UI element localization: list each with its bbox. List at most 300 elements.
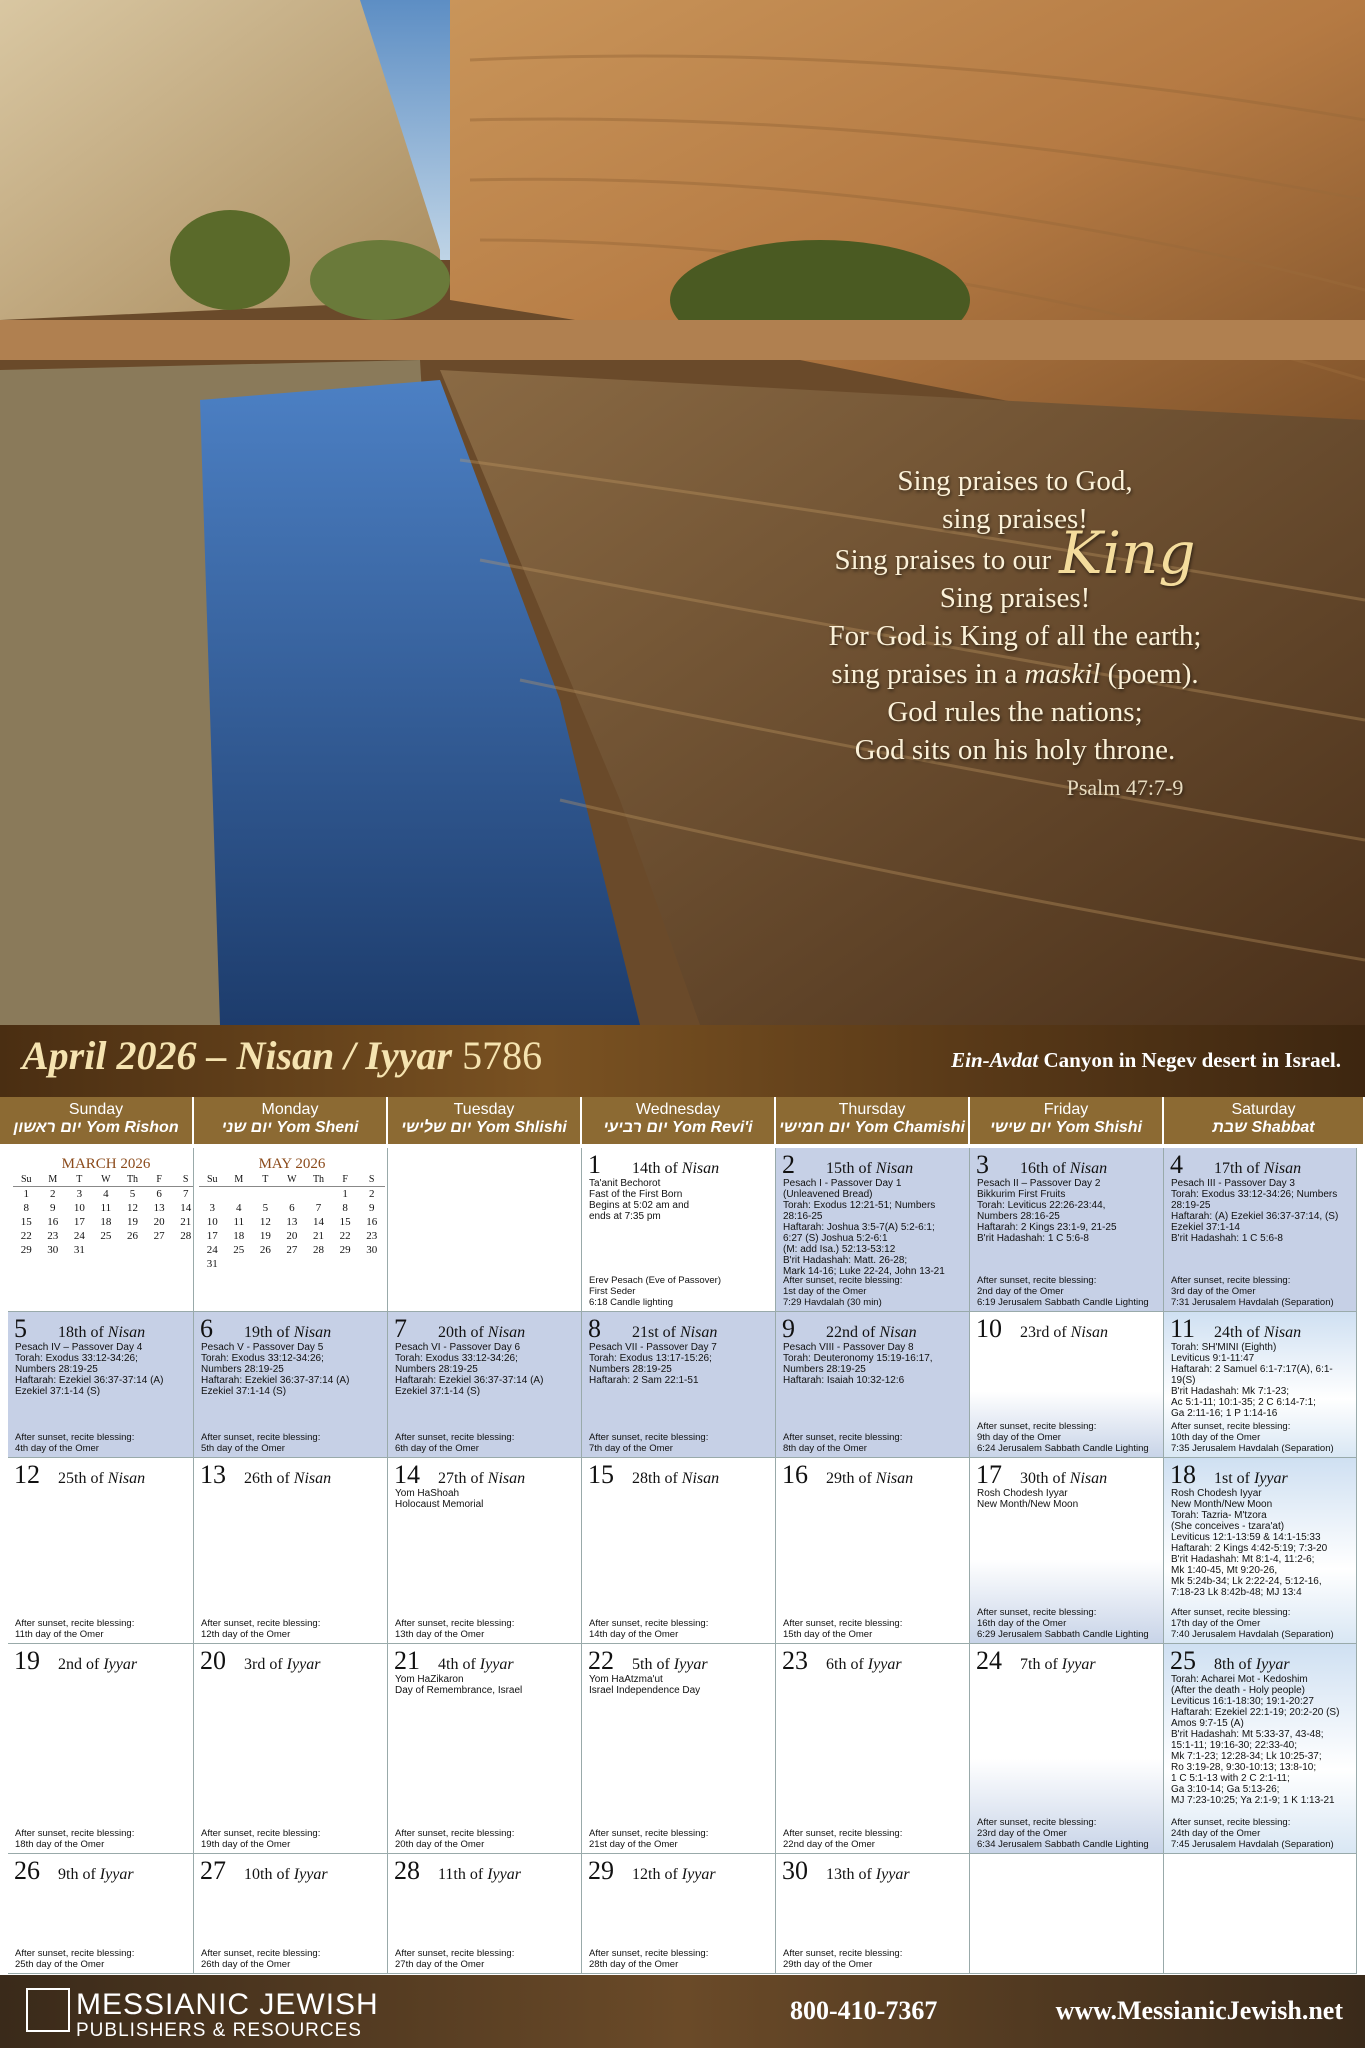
day-details [589, 1178, 771, 1222]
mini-day: 22 [20, 1230, 32, 1242]
omer-line: 16th day of the Omer [977, 1618, 1067, 1629]
mini-day: 17 [206, 1230, 218, 1242]
psalm-verse [705, 462, 1325, 807]
detail-line: Yom HaShoah [395, 1488, 460, 1499]
weekday-sunday [0, 1097, 192, 1144]
mini-day: 16 [366, 1216, 378, 1228]
day-number: 20 [200, 1646, 226, 1675]
detail-line: Numbers 28:19-25 [15, 1364, 98, 1375]
omer-line: After sunset, recite blessing: [977, 1607, 1097, 1618]
mini-day [172, 1243, 194, 1257]
detail-line: Mk 7:1-23; 12:28-34; Lk 10:25-37; [1171, 1751, 1322, 1762]
omer-line: After sunset, recite blessing: [783, 1275, 903, 1286]
detail-line: Torah: Deuteronomy 15:19-16:17, [783, 1353, 933, 1364]
detail-line: Holocaust Memorial [395, 1499, 484, 1510]
king-word: King [1059, 519, 1196, 587]
mini-day: 15 [339, 1216, 351, 1228]
day-cell-28[interactable] [388, 1854, 582, 1974]
omer-line: 24th day of the Omer [1171, 1828, 1261, 1839]
verse-line: Sing praises to God, [897, 465, 1133, 497]
detail-line: ends at 7:35 pm [589, 1211, 661, 1222]
detail-line: B'rit Hadashah: Mt 5:33-37, 43-48; [1171, 1729, 1324, 1740]
detail-line: New Month/New Moon [1171, 1499, 1273, 1510]
day-number: 8 [588, 1314, 601, 1343]
omer-line: 6:29 Jerusalem Sabbath Candle Lighting [977, 1629, 1149, 1640]
day-cell-29[interactable] [582, 1854, 776, 1974]
day-cell-5[interactable] [8, 1312, 194, 1458]
day-cell-18[interactable] [1164, 1458, 1357, 1644]
mini-day [252, 1187, 279, 1202]
omer-line: 26th day of the Omer [201, 1959, 291, 1970]
omer-line: 3rd day of the Omer [1171, 1286, 1256, 1297]
omer-line: 6th day of the Omer [395, 1443, 479, 1454]
detail-line: Fast of the First Born [589, 1189, 683, 1200]
day-cell-13[interactable] [194, 1458, 388, 1644]
omer-line: 21st day of the Omer [589, 1839, 678, 1850]
hebrew-date: 25th of Nisan [58, 1470, 146, 1487]
mini-day: 10 [206, 1216, 218, 1228]
detail-line: B'rit Hadashah: Mt 8:1-4, 11:2-6; [1171, 1554, 1315, 1565]
detail-line: Haftarah: (A) Ezekiel 36:37-37:14, (S) [1171, 1211, 1339, 1222]
mini-day: 26 [259, 1244, 271, 1256]
omer-line: After sunset, recite blessing: [589, 1432, 709, 1443]
day-number: 9 [782, 1314, 795, 1343]
mini-day: 21 [180, 1216, 192, 1228]
omer-line: After sunset, recite blessing: [201, 1618, 321, 1629]
detail-line: Rosh Chodesh Iyyar [1171, 1488, 1262, 1499]
detail-line: Ga 3:10-14; Ga 5:13-26; [1171, 1784, 1280, 1795]
day-number: 13 [200, 1460, 226, 1489]
mini-day: 13 [153, 1202, 165, 1214]
detail-line: Amos 9:7-15 (A) [1171, 1718, 1244, 1729]
day-details [783, 1178, 965, 1277]
detail-line: Pesach II – Passover Day 2 [977, 1178, 1101, 1189]
mini-calendar [199, 1156, 385, 1271]
hebrew-date: 18th of Nisan [58, 1324, 146, 1341]
detail-line: Haftarah: Isaiah 10:32-12:6 [783, 1375, 905, 1386]
day-cell-21[interactable] [388, 1644, 582, 1854]
empty-cell [1164, 1854, 1357, 1974]
mini-day: 31 [206, 1258, 218, 1270]
detail-line: MJ 7:23-10:25; Ya 2:1-9; 1 K 1:13-21 [1171, 1795, 1335, 1806]
detail-line: Numbers 28:16-25 [977, 1211, 1060, 1222]
mini-day: 10 [73, 1202, 85, 1214]
mini-weekday: W [93, 1173, 120, 1187]
detail-line: Haftarah: 2 Sam 22:1-51 [589, 1375, 699, 1386]
day-cell-1[interactable] [582, 1148, 776, 1312]
mini-day: 21 [313, 1230, 324, 1242]
mini-day: 24 [206, 1244, 218, 1256]
mini-day [226, 1257, 253, 1271]
omer-line: After sunset, recite blessing: [15, 1828, 135, 1839]
mini-day [358, 1257, 385, 1271]
hebrew-date: 9th of Iyyar [58, 1866, 134, 1883]
omer-line: 6:34 Jerusalem Sabbath Candle Lighting [977, 1839, 1149, 1850]
omer-line: 22nd day of the Omer [783, 1839, 875, 1850]
verse-line: For God is King of all the earth; [828, 620, 1202, 652]
detail-line: Bikkurim First Fruits [977, 1189, 1066, 1200]
detail-line: Torah: SH'MINI (Eighth) [1171, 1342, 1277, 1353]
day-number: 17 [976, 1460, 1002, 1489]
detail-line: Numbers 28:19-25 [783, 1364, 866, 1375]
mini-weekday: Th [305, 1173, 332, 1187]
omer-note [1171, 1817, 1352, 1850]
mini-day: 16 [47, 1216, 59, 1228]
detail-line: Torah: Tazria- M'tzora [1171, 1510, 1267, 1521]
mini-day: 20 [153, 1216, 165, 1228]
detail-line: Haftarah: Joshua 3:5-7(A) 5:2-6:1; [783, 1222, 935, 1233]
omer-note [1171, 1607, 1352, 1640]
mini-day: 31 [73, 1244, 85, 1256]
day-cell-9[interactable] [776, 1312, 970, 1458]
mini-day: 7 [182, 1188, 189, 1200]
detail-line: B'rit Hadashah: 1 C 5:6-8 [977, 1233, 1089, 1244]
mini-day: 27 [286, 1244, 298, 1256]
caption-place: Ein-Avdat [951, 1048, 1039, 1072]
day-cell-12[interactable] [8, 1458, 194, 1644]
omer-note [201, 1828, 383, 1850]
mini-day: 3 [76, 1188, 83, 1200]
detail-line: (M: add Isa.) 52:13-53:12 [783, 1244, 896, 1255]
mini-day: 23 [366, 1230, 378, 1242]
day-cell-17[interactable] [970, 1458, 1164, 1644]
mini-day [226, 1187, 253, 1202]
detail-line: (After the death - Holy people) [1171, 1685, 1305, 1696]
hebrew-date: 23rd of Nisan [1020, 1324, 1108, 1341]
day-number: 27 [200, 1856, 226, 1885]
omer-line: 7:40 Jerusalem Havdalah (Separation) [1171, 1629, 1334, 1640]
mini-day: 28 [313, 1244, 324, 1256]
weekday-name: Thursday [838, 1101, 906, 1118]
omer-line: First Seder [589, 1286, 636, 1297]
omer-line: 9th day of the Omer [977, 1432, 1061, 1443]
omer-line: After sunset, recite blessing: [395, 1948, 515, 1959]
weekday-hebrew: יום שני Yom Sheni [221, 1119, 359, 1136]
day-number: 2 [782, 1150, 795, 1179]
mini-day: 24 [73, 1230, 85, 1242]
day-details [1171, 1674, 1352, 1806]
hebrew-date: 21st of Nisan [632, 1324, 718, 1341]
omer-note [395, 1948, 577, 1970]
day-details [783, 1342, 965, 1386]
day-cell-26[interactable] [8, 1854, 194, 1974]
mini-day: 4 [236, 1202, 242, 1214]
day-number: 29 [588, 1856, 614, 1885]
mini-day: 18 [233, 1230, 245, 1242]
detail-line: 7:18-23 Lk 8:42b-48; MJ 13:4 [1171, 1587, 1302, 1598]
omer-note [783, 1618, 965, 1640]
phone-number[interactable]: 800-410-7367 [790, 1996, 938, 2025]
hebrew-date: 17th of Nisan [1214, 1160, 1302, 1177]
day-number: 5 [14, 1314, 27, 1343]
mini-calendar-table [199, 1173, 385, 1271]
day-cell-11[interactable] [1164, 1312, 1357, 1458]
verse-line: Sing praises! [939, 582, 1091, 614]
day-number: 7 [394, 1314, 407, 1343]
mini-day [199, 1187, 226, 1202]
detail-line: Torah: Exodus 33:12-34:26; [395, 1353, 518, 1364]
detail-line: Ro 3:19-28, 9:30-10:13; 13:8-10; [1171, 1762, 1317, 1773]
photo-caption [951, 1048, 1341, 1073]
verse-line: sing praises in a [831, 658, 1018, 690]
omer-line: 29th day of the Omer [783, 1959, 873, 1970]
day-number: 26 [14, 1856, 40, 1885]
verse-line: God rules the nations; [887, 696, 1143, 728]
mini-day: 12 [259, 1216, 271, 1228]
day-cell-14[interactable] [388, 1458, 582, 1644]
omer-note [395, 1828, 577, 1850]
detail-line: Ac 5:1-11; 10:1-35; 2 C 6:14-7:1; [1171, 1397, 1316, 1408]
omer-note [589, 1275, 771, 1308]
omer-line: 23rd day of the Omer [977, 1828, 1067, 1839]
hebrew-date: 14th of Nisan [632, 1160, 720, 1177]
omer-note [1171, 1421, 1352, 1454]
mini-day: 19 [259, 1230, 271, 1242]
hebrew-date: 5th of Iyyar [632, 1656, 708, 1673]
day-cell-20[interactable] [194, 1644, 388, 1854]
empty-cell [970, 1854, 1164, 1974]
hebrew-date: 4th of Iyyar [438, 1656, 514, 1673]
month-hebrew: Nisan / Iyyar [236, 1033, 453, 1078]
day-cell-3[interactable] [970, 1148, 1164, 1312]
omer-line: 27th day of the Omer [395, 1959, 485, 1970]
day-cell-30[interactable] [776, 1854, 970, 1974]
mini-weekday: Th [119, 1173, 146, 1187]
detail-line: Leviticus 16:1-18:30; 19:1-20:27 [1171, 1696, 1314, 1707]
detail-line: Torah: Exodus 33:12-34:26; [15, 1353, 138, 1364]
detail-line: Day of Remembrance, Israel [395, 1685, 523, 1696]
omer-line: 19th day of the Omer [201, 1839, 291, 1850]
omer-line: 25th day of the Omer [15, 1959, 105, 1970]
detail-line: Ta'anit Bechorot [589, 1178, 661, 1189]
detail-line: Leviticus 12:1-13:59 & 14:1-15:33 [1171, 1532, 1321, 1543]
day-cell-22[interactable] [582, 1644, 776, 1854]
day-number: 1 [588, 1150, 601, 1179]
day-number: 30 [782, 1856, 808, 1885]
hebrew-date: 7th of Iyyar [1020, 1656, 1096, 1673]
mini-day [279, 1257, 306, 1271]
mini-day: 2 [50, 1188, 56, 1200]
omer-note [783, 1828, 965, 1850]
detail-line: Torah: Exodus 12:21-51; Numbers 28:16-25 [783, 1200, 936, 1222]
verse-line: (poem). [1107, 658, 1199, 690]
omer-line: 12th day of the Omer [201, 1629, 291, 1640]
day-number: 22 [588, 1646, 614, 1675]
weekday-monday [194, 1097, 386, 1144]
weekday-hebrew: יום שישי Yom Shishi [989, 1119, 1143, 1136]
omer-line: 7:45 Jerusalem Havdalah (Separation) [1171, 1839, 1334, 1850]
hebrew-date: 1st of Iyyar [1214, 1470, 1288, 1487]
omer-note [589, 1432, 771, 1454]
detail-line: (Unleavened Bread) [783, 1189, 873, 1200]
mini-day: 26 [127, 1230, 138, 1242]
day-details [15, 1342, 189, 1397]
detail-line: Pesach IV – Passover Day 4 [15, 1342, 143, 1353]
omer-line: 7th day of the Omer [589, 1443, 673, 1454]
mini-weekday: Su [199, 1173, 226, 1187]
weekday-name: Friday [1043, 1101, 1089, 1118]
mini-calendar-table [13, 1173, 194, 1257]
detail-line: Pesach VI - Passover Day 6 [395, 1342, 521, 1353]
hebrew-date: 19th of Nisan [244, 1324, 332, 1341]
website-link[interactable]: www.MessianicJewish.net [1055, 1996, 1343, 2025]
day-cell-24[interactable] [970, 1644, 1164, 1854]
omer-line: 6:19 Jerusalem Sabbath Candle Lighting [977, 1297, 1149, 1308]
day-cell-4[interactable] [1164, 1148, 1357, 1312]
mini-day: 6 [156, 1188, 162, 1200]
mini-day: 14 [180, 1202, 192, 1214]
mini-day: 17 [73, 1216, 85, 1228]
weekday-name: Monday [261, 1101, 319, 1118]
mini-day: 29 [20, 1244, 32, 1256]
detail-line: 6:27 (S) Joshua 5:2-6:1 [783, 1233, 888, 1244]
mini-weekday: F [332, 1173, 359, 1187]
omer-line: 7:31 Jerusalem Havdalah (Separation) [1171, 1297, 1334, 1308]
omer-line: 18th day of the Omer [15, 1839, 105, 1850]
detail-line: Haftarah: 2 Kings 4:42-5:19; 7:3-20 [1171, 1543, 1328, 1554]
day-cell-19[interactable] [8, 1644, 194, 1854]
omer-line: After sunset, recite blessing: [1171, 1421, 1291, 1432]
detail-line: 28:19-25 [1171, 1200, 1211, 1211]
weekday-name: Saturday [1231, 1101, 1296, 1118]
mini-day: 22 [339, 1230, 351, 1242]
detail-line: Ga 2:11-16; 1 P 1:14-16 [1171, 1408, 1278, 1419]
mini-day [119, 1243, 146, 1257]
logo-line2: PUBLISHERS & RESOURCES [76, 2020, 362, 2041]
omer-line: After sunset, recite blessing: [977, 1817, 1097, 1828]
day-cell-6[interactable] [194, 1312, 388, 1458]
mini-day [305, 1257, 332, 1271]
day-number: 11 [1170, 1314, 1196, 1343]
omer-note [977, 1817, 1159, 1850]
detail-line: Pesach III - Passover Day 3 [1171, 1178, 1295, 1189]
detail-line: B'rit Hadashah: Mk 7:1-23; [1171, 1386, 1290, 1397]
detail-line: Torah: Exodus 13:17-15:26; [589, 1353, 712, 1364]
mini-calendar-cell [194, 1148, 388, 1312]
hebrew-date: 28th of Nisan [632, 1470, 720, 1487]
omer-note [783, 1275, 965, 1308]
mini-day: 29 [339, 1244, 351, 1256]
omer-line: After sunset, recite blessing: [589, 1618, 709, 1629]
hebrew-date: 22nd of Nisan [826, 1324, 917, 1341]
omer-line: After sunset, recite blessing: [1171, 1607, 1291, 1618]
weekday-name: Wednesday [635, 1101, 721, 1118]
mini-day: 20 [286, 1230, 298, 1242]
omer-line: After sunset, recite blessing: [395, 1828, 515, 1839]
day-cell-2[interactable] [776, 1148, 970, 1312]
day-details [395, 1342, 577, 1397]
publisher-logo[interactable] [76, 1988, 379, 2040]
weekday-wednesday [582, 1097, 774, 1144]
detail-line: Ezekiel 37:1-14 (S) [201, 1386, 287, 1397]
omer-note [589, 1828, 771, 1850]
day-number: 24 [976, 1646, 1002, 1675]
verse-line: Sing praises to our [834, 544, 1052, 576]
mini-day: 6 [289, 1202, 295, 1214]
omer-note [395, 1432, 577, 1454]
hebrew-date: 3rd of Iyyar [244, 1656, 321, 1673]
detail-line: Numbers 28:19-25 [395, 1364, 478, 1375]
omer-line: 1st day of the Omer [783, 1286, 867, 1297]
weekday-hebrew: שבת Shabbat [1212, 1119, 1315, 1136]
day-cell-23[interactable] [776, 1644, 970, 1854]
day-number: 28 [394, 1856, 420, 1885]
mini-day: 25 [233, 1244, 245, 1256]
mini-day: 19 [127, 1216, 138, 1228]
detail-line: Numbers 28:19-25 [201, 1364, 284, 1375]
omer-line: After sunset, recite blessing: [15, 1432, 135, 1443]
day-details [977, 1178, 1159, 1244]
omer-line: 6:24 Jerusalem Sabbath Candle Lighting [977, 1443, 1149, 1454]
omer-line: After sunset, recite blessing: [783, 1432, 903, 1443]
omer-line: 7:35 Jerusalem Havdalah (Separation) [1171, 1443, 1334, 1454]
detail-line: Begins at 5:02 am and [589, 1200, 690, 1211]
day-number: 25 [1170, 1646, 1196, 1675]
verse-line: sing praises! [942, 503, 1088, 535]
hebrew-date: 8th of Iyyar [1214, 1656, 1290, 1673]
mini-weekday: S [358, 1173, 385, 1187]
detail-line: Mark 14-16; Luke 22-24, John 13-21 [783, 1266, 945, 1277]
omer-line: After sunset, recite blessing: [783, 1618, 903, 1629]
day-cell-27[interactable] [194, 1854, 388, 1974]
detail-line: Torah: Acharei Mot - Kedoshim [1171, 1674, 1308, 1685]
mini-day: 30 [366, 1244, 378, 1256]
mini-day: 23 [47, 1230, 59, 1242]
detail-line: Haftarah: 2 Samuel 6:1-7:17(A), 6:1-19(S) [1171, 1364, 1333, 1386]
verse-reference: Psalm 47:7-9 [1066, 775, 1184, 800]
omer-line: 15th day of the Omer [783, 1629, 873, 1640]
mini-day: 1 [342, 1188, 348, 1200]
weekday-hebrew: יום שלישי Yom Shlishi [401, 1119, 567, 1136]
omer-note [1171, 1275, 1352, 1308]
mini-day [146, 1243, 173, 1257]
mini-day [93, 1243, 120, 1257]
hebrew-date: 20th of Nisan [438, 1324, 526, 1341]
mini-weekday: S [172, 1173, 194, 1187]
omer-note [977, 1421, 1159, 1454]
day-cell-7[interactable] [388, 1312, 582, 1458]
omer-note [589, 1948, 771, 1970]
day-details [1171, 1178, 1352, 1244]
weekday-name: Tuesday [453, 1101, 515, 1118]
verse-line: God sits on his holy throne. [854, 734, 1176, 766]
caption-rest: Canyon in Negev desert in Israel. [1038, 1048, 1341, 1072]
omer-line: After sunset, recite blessing: [15, 1948, 135, 1959]
weekday-tuesday [388, 1097, 580, 1144]
mini-calendar-title: MAY 2026 [258, 1156, 326, 1172]
detail-line: Ezekiel 37:1-14 (S) [15, 1386, 101, 1397]
day-cell-16[interactable] [776, 1458, 970, 1644]
day-cell-25[interactable] [1164, 1644, 1357, 1854]
omer-line: 14th day of the Omer [589, 1629, 679, 1640]
mini-day: 9 [50, 1202, 56, 1214]
mini-day: 18 [100, 1216, 112, 1228]
mini-weekday: Su [13, 1173, 40, 1187]
omer-line: After sunset, recite blessing: [783, 1948, 903, 1959]
weekday-friday [970, 1097, 1162, 1144]
detail-line: Haftarah: Ezekiel 36:37-37:14 (A) [201, 1375, 350, 1386]
mini-day: 1 [23, 1188, 30, 1200]
mini-day: 5 [262, 1202, 269, 1214]
mini-calendar-cell [8, 1148, 194, 1312]
day-cell-15[interactable] [582, 1458, 776, 1644]
omer-line: After sunset, recite blessing: [1171, 1275, 1291, 1286]
omer-note [201, 1618, 383, 1640]
hebrew-date: 12th of Iyyar [632, 1866, 716, 1883]
day-cell-10[interactable] [970, 1312, 1164, 1458]
day-cell-8[interactable] [582, 1312, 776, 1458]
day-number: 3 [976, 1150, 989, 1179]
